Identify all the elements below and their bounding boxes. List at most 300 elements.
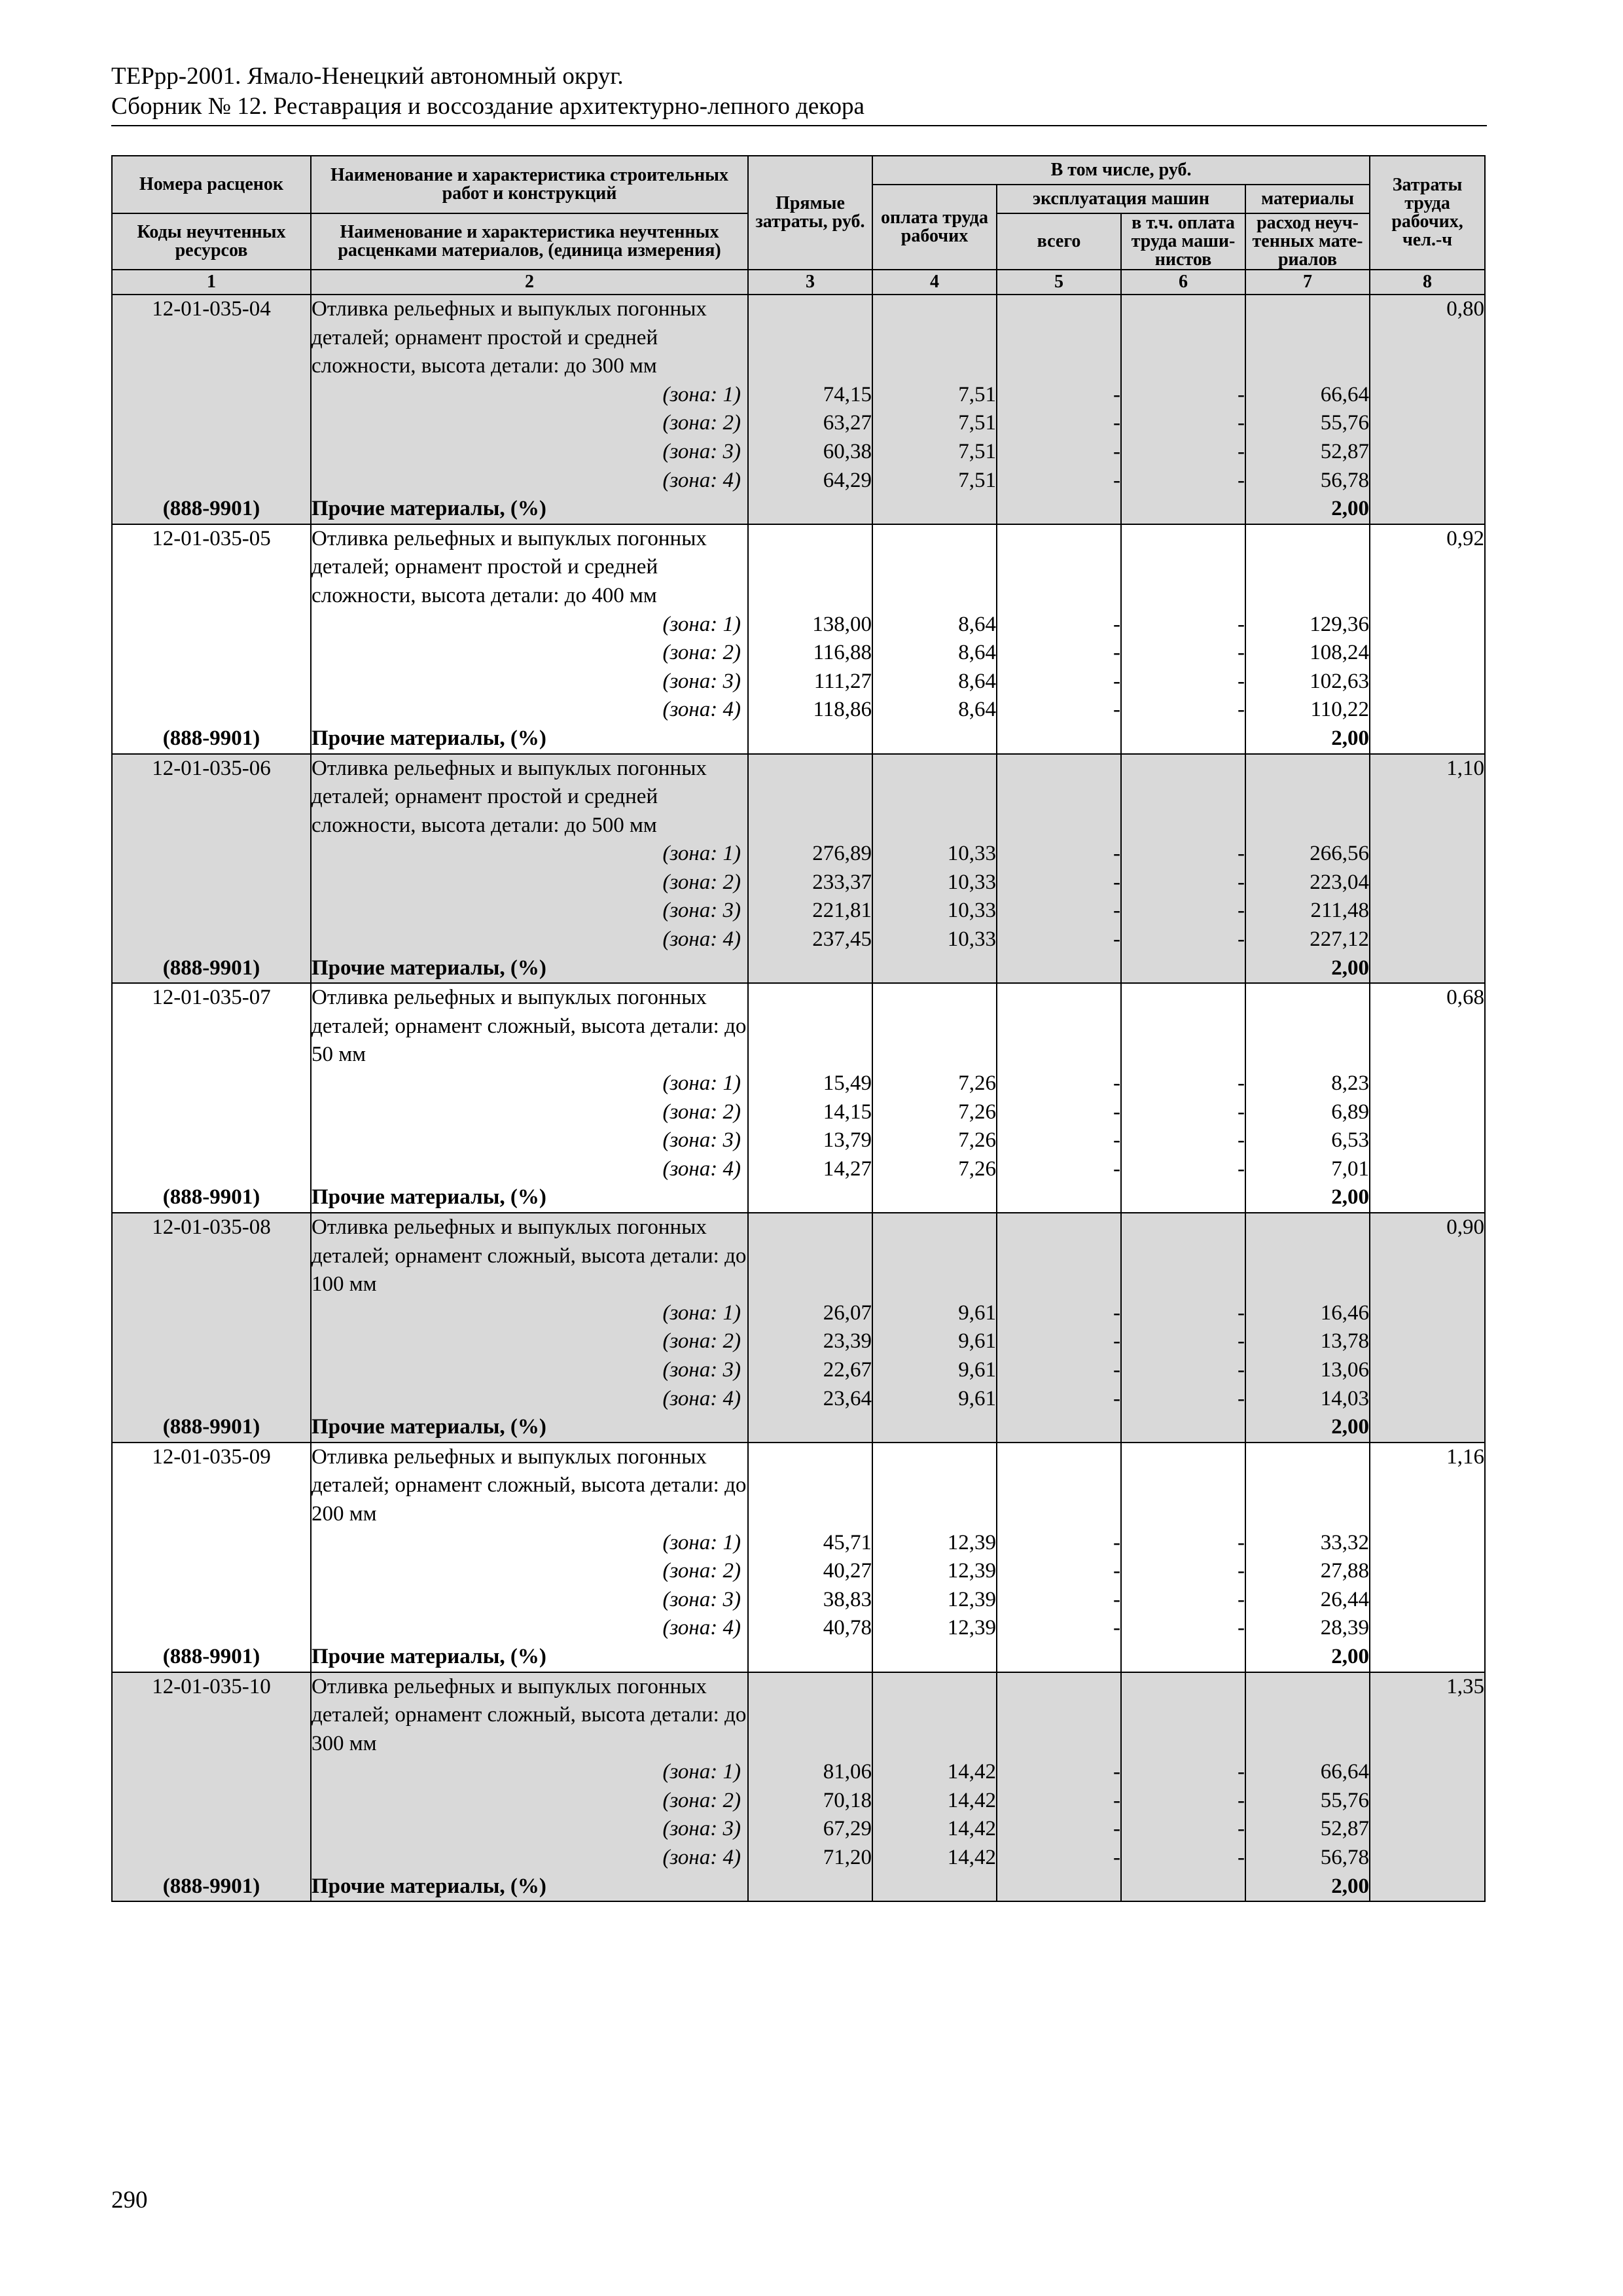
machine-cost-cell [997,754,1121,954]
col-number: 1 [112,270,311,295]
machinist-wage: - [1238,1788,1245,1812]
rate-code: 12-01-035-07 [112,983,311,1183]
wage-cost: 14,42 [947,1760,996,1784]
wage-cost: 7,26 [958,1071,996,1096]
col-rate-numbers-header: Номера расценок [112,156,311,213]
labor-cost: 0,90 [1370,1213,1485,1413]
direct-cost: 67,29 [823,1817,872,1841]
resource-name: Прочие материалы, (%) [311,1183,748,1213]
column-number-row [112,270,1485,295]
empty-cell [872,1413,997,1443]
wage-cost: 12,39 [947,1530,996,1554]
wage-cost: 14,42 [947,1846,996,1870]
wage-cost: 10,33 [947,842,996,866]
resource-value: 2,00 [1245,1183,1370,1213]
col-number: 7 [1245,270,1370,295]
resource-code: (888-9901) [112,495,311,524]
machinist-wage: - [1238,1559,1245,1583]
wage-cost: 9,61 [958,1300,996,1325]
direct-cost: 64,29 [823,468,872,492]
machine-cost: - [1113,439,1120,463]
machinist-wage: - [1238,641,1245,665]
rate-description: Отливка рельефных и выпуклых погонных деталей; орнамент сложный, высота детали: до 200 мм [312,1444,747,1526]
machinist-wage: - [1238,411,1245,435]
machinist-wage-cell [1121,754,1245,954]
table-body [112,295,1485,1901]
direct-cost: 237,45 [812,927,872,952]
resource-value: 2,00 [1245,1873,1370,1902]
empty-cell [872,954,997,984]
wage-cost: 9,61 [958,1386,996,1410]
empty-cell [1121,1413,1245,1443]
machine-cost: - [1113,468,1120,492]
resource-value: 2,00 [1245,1643,1370,1672]
rate-row [112,983,1485,1183]
machine-cost: - [1113,1788,1120,1812]
resource-name: Прочие материалы, (%) [311,1643,748,1672]
resource-value: 2,00 [1245,725,1370,754]
rate-description: Отливка рельефных и выпуклых погонных деталей; орнамент простой и средней сложности, высота детали: до 400 мм [312,526,707,607]
machinist-wage: - [1238,669,1245,693]
empty-cell [872,725,997,754]
empty-cell [872,1643,997,1672]
machine-cost: - [1113,927,1120,952]
empty-cell [997,954,1121,984]
col-material-name-header: Наименование и характеристика неучтенных расценками материалов, (единица измерения) [311,213,748,270]
machine-cost: - [1113,698,1120,722]
machine-cost: - [1113,1846,1120,1870]
machine-cost: - [1113,842,1120,866]
zone-label: (зона: 3) [662,1128,741,1153]
resource-value: 2,00 [1245,954,1370,984]
direct-cost: 23,39 [823,1329,872,1354]
direct-cost-cell [748,295,872,495]
material-cost-cell [1245,524,1370,725]
empty-cell [1370,954,1485,984]
rate-code: 12-01-035-09 [112,1443,311,1643]
material-cost: 56,78 [1320,468,1370,492]
machinist-wage: - [1238,1128,1245,1153]
zone-label: (зона: 2) [662,1788,741,1812]
wage-cost: 7,26 [958,1128,996,1153]
resource-code: (888-9901) [112,1643,311,1672]
empty-cell [748,1873,872,1902]
machinist-wage: - [1238,1530,1245,1554]
machinist-wage-cell [1121,1672,1245,1873]
empty-cell [1121,1643,1245,1672]
machine-cost: - [1113,612,1120,636]
direct-cost: 13,79 [823,1128,872,1153]
empty-cell [1121,954,1245,984]
direct-cost-cell [748,524,872,725]
direct-cost: 138,00 [812,612,872,636]
col-direct-costs-header: Прямые затраты, руб. [748,156,872,270]
material-cost: 66,64 [1320,1760,1370,1784]
empty-cell [872,1183,997,1213]
material-cost: 223,04 [1310,870,1370,894]
empty-cell [997,725,1121,754]
machine-cost-cell [997,524,1121,725]
material-cost-cell [1245,1443,1370,1643]
wage-cost: 7,51 [958,439,996,463]
rate-row [112,295,1485,495]
col-materials-header: материалы [1245,185,1370,213]
other-materials-row [112,495,1485,524]
wage-cost: 14,42 [947,1817,996,1841]
machinist-wage-cell [1121,295,1245,495]
direct-cost: 26,07 [823,1300,872,1325]
resource-value: 2,00 [1245,495,1370,524]
zone-label: (зона: 2) [662,641,741,665]
direct-cost-cell [748,1672,872,1873]
rate-description: Отливка рельефных и выпуклых погонных деталей; орнамент сложный, высота детали: до 300 мм [312,1674,747,1755]
direct-cost: 276,89 [812,842,872,866]
direct-cost: 40,78 [823,1616,872,1640]
machine-cost: - [1113,1329,1120,1354]
resource-code: (888-9901) [112,954,311,984]
material-cost-cell [1245,295,1370,495]
material-cost: 14,03 [1320,1386,1370,1410]
empty-cell [1370,1413,1485,1443]
machinist-wage: - [1238,1100,1245,1124]
zone-label: (зона: 4) [662,698,741,722]
col-material-use-header: расход неуч-тенных мате-риалов [1245,213,1370,270]
direct-cost: 70,18 [823,1788,872,1812]
machinist-wage: - [1238,612,1245,636]
col-number: 3 [748,270,872,295]
machinist-wage: - [1238,899,1245,923]
rate-description: Отливка рельефных и выпуклых погонных деталей; орнамент сложный, высота детали: до 50 мм [312,986,747,1067]
material-cost: 52,87 [1320,1817,1370,1841]
empty-cell [872,495,997,524]
machinist-wage-cell [1121,1443,1245,1643]
wage-cost: 7,26 [958,1157,996,1181]
empty-cell [872,1873,997,1902]
empty-cell [997,1413,1121,1443]
direct-cost: 22,67 [823,1357,872,1382]
empty-cell [1121,495,1245,524]
material-cost-cell [1245,983,1370,1183]
machinist-wage: - [1238,1071,1245,1096]
wage-cost-cell [872,524,997,725]
empty-cell [997,1643,1121,1672]
wage-cost-cell [872,295,997,495]
col-wages-header: оплата труда рабочих [872,185,997,270]
machinist-wage-cell [1121,1213,1245,1413]
direct-cost: 221,81 [812,899,872,923]
resource-value: 2,00 [1245,1413,1370,1443]
resource-code: (888-9901) [112,1413,311,1443]
material-cost: 56,78 [1320,1846,1370,1870]
machinist-wage: - [1238,927,1245,952]
machine-cost: - [1113,669,1120,693]
direct-cost-cell [748,754,872,954]
header-rule [111,125,1487,126]
rate-code: 12-01-035-08 [112,1213,311,1413]
rate-description-cell [311,754,748,954]
material-cost: 7,01 [1331,1157,1370,1181]
empty-cell [748,954,872,984]
machinist-wage: - [1238,698,1245,722]
rate-description: Отливка рельефных и выпуклых погонных деталей; орнамент простой и средней сложности, высота детали: до 500 мм [312,756,707,837]
machinist-wage: - [1238,1616,1245,1640]
wage-cost: 8,64 [958,612,996,636]
machinist-wage: - [1238,1300,1245,1325]
machinist-wage: - [1238,468,1245,492]
other-materials-row [112,1413,1485,1443]
machine-cost: - [1113,1357,1120,1382]
wage-cost: 10,33 [947,927,996,952]
material-cost: 27,88 [1320,1559,1370,1583]
material-cost: 129,36 [1310,612,1370,636]
material-cost: 55,76 [1320,1788,1370,1812]
wage-cost: 8,64 [958,698,996,722]
rate-description-cell [311,1672,748,1873]
rate-row [112,754,1485,954]
rate-description: Отливка рельефных и выпуклых погонных деталей; орнамент простой и средней сложности, высота детали: до 300 мм [312,297,707,378]
wage-cost: 8,64 [958,669,996,693]
table-header [112,156,1485,295]
other-materials-row [112,954,1485,984]
machine-cost: - [1113,641,1120,665]
material-cost: 33,32 [1320,1530,1370,1554]
machine-cost: - [1113,1817,1120,1841]
empty-cell [1370,495,1485,524]
material-cost: 211,48 [1310,899,1370,923]
wage-cost: 7,51 [958,411,996,435]
zone-label: (зона: 4) [662,1157,741,1181]
material-cost: 16,46 [1320,1300,1370,1325]
resource-code: (888-9901) [112,1183,311,1213]
material-cost-cell [1245,1213,1370,1413]
machinist-wage-cell [1121,983,1245,1183]
zone-label: (зона: 1) [662,842,741,866]
machine-cost-cell [997,1213,1121,1413]
machine-cost: - [1113,899,1120,923]
rate-code: 12-01-035-06 [112,754,311,954]
resource-name: Прочие материалы, (%) [311,1413,748,1443]
empty-cell [997,1183,1121,1213]
wage-cost-cell [872,1672,997,1873]
page-number: 290 [111,2187,148,2214]
empty-cell [1370,1873,1485,1902]
machinist-wage: - [1238,870,1245,894]
material-cost: 8,23 [1331,1071,1370,1096]
empty-cell [1370,1183,1485,1213]
machinist-wage: - [1238,1817,1245,1841]
empty-cell [997,1873,1121,1902]
wage-cost: 9,61 [958,1357,996,1382]
col-number: 2 [311,270,748,295]
empty-cell [748,1183,872,1213]
zone-label: (зона: 1) [662,612,741,636]
wage-cost: 8,64 [958,641,996,665]
empty-cell [1370,1643,1485,1672]
zone-label: (зона: 1) [662,382,741,406]
machine-cost: - [1113,1071,1120,1096]
direct-cost: 71,20 [823,1846,872,1870]
resource-name: Прочие материалы, (%) [311,1873,748,1902]
material-cost-cell [1245,1672,1370,1873]
direct-cost: 15,49 [823,1071,872,1096]
direct-cost: 118,86 [813,698,872,722]
machinist-wage-cell [1121,524,1245,725]
empty-cell [748,1643,872,1672]
resource-code: (888-9901) [112,725,311,754]
wage-cost: 10,33 [947,899,996,923]
machine-cost: - [1113,1530,1120,1554]
zone-label: (зона: 4) [662,1386,741,1410]
machinist-wage: - [1238,439,1245,463]
wage-cost: 10,33 [947,870,996,894]
other-materials-row [112,1873,1485,1902]
rate-code: 12-01-035-04 [112,295,311,495]
zone-label: (зона: 2) [662,1559,741,1583]
rate-row [112,1213,1485,1413]
zone-label: (зона: 1) [662,1530,741,1554]
machine-cost: - [1113,1587,1120,1611]
material-cost: 6,53 [1331,1128,1370,1153]
material-cost: 26,44 [1320,1587,1370,1611]
machine-cost: - [1113,1559,1120,1583]
col-machines-total-header: всего [997,213,1121,270]
zone-label: (зона: 3) [662,1587,741,1611]
direct-cost: 233,37 [812,870,872,894]
direct-cost: 40,27 [823,1559,872,1583]
empty-cell [1121,1873,1245,1902]
material-cost: 6,89 [1331,1100,1370,1124]
rate-code: 12-01-035-05 [112,524,311,725]
zone-label: (зона: 3) [662,669,741,693]
material-cost: 28,39 [1320,1616,1370,1640]
machine-cost: - [1113,1386,1120,1410]
labor-cost: 0,68 [1370,983,1485,1183]
zone-label: (зона: 3) [662,1817,741,1841]
machinist-wage: - [1238,1846,1245,1870]
wage-cost: 7,51 [958,382,996,406]
rate-row [112,1443,1485,1643]
machinist-wage: - [1238,1357,1245,1382]
direct-cost: 111,27 [813,669,872,693]
direct-cost: 81,06 [823,1760,872,1784]
empty-cell [1121,725,1245,754]
col-number: 8 [1370,270,1485,295]
empty-cell [748,495,872,524]
wage-cost: 7,26 [958,1100,996,1124]
machine-cost: - [1113,1760,1120,1784]
wage-cost-cell [872,1213,997,1413]
machine-cost-cell [997,1443,1121,1643]
material-cost: 13,78 [1320,1329,1370,1354]
zone-label: (зона: 4) [662,927,741,952]
labor-cost: 1,10 [1370,754,1485,954]
rate-description-cell [311,1443,748,1643]
machine-cost: - [1113,411,1120,435]
machinist-wage: - [1238,1760,1245,1784]
zone-label: (зона: 1) [662,1300,741,1325]
zone-label: (зона: 3) [662,439,741,463]
col-labor-costs-header: Затраты труда рабочих, чел.-ч [1370,156,1485,270]
resource-name: Прочие материалы, (%) [311,725,748,754]
machinist-wage: - [1238,1386,1245,1410]
rate-row [112,524,1485,725]
zone-label: (зона: 1) [662,1760,741,1784]
zone-label: (зона: 2) [662,411,741,435]
labor-cost: 1,35 [1370,1672,1485,1873]
material-cost: 227,12 [1310,927,1370,952]
zone-label: (зона: 4) [662,468,741,492]
direct-cost-cell [748,1213,872,1413]
zone-label: (зона: 1) [662,1071,741,1096]
resource-name: Прочие материалы, (%) [311,495,748,524]
zone-label: (зона: 2) [662,1329,741,1354]
machine-cost-cell [997,983,1121,1183]
material-cost: 110,22 [1310,698,1370,722]
machine-cost: - [1113,1157,1120,1181]
direct-cost: 23,64 [823,1386,872,1410]
material-cost: 108,24 [1310,641,1370,665]
labor-cost: 0,80 [1370,295,1485,495]
wage-cost: 12,39 [947,1587,996,1611]
machine-cost: - [1113,1128,1120,1153]
material-cost: 52,87 [1320,439,1370,463]
direct-cost: 45,71 [823,1530,872,1554]
machinist-wage: - [1238,842,1245,866]
machine-cost: - [1113,1300,1120,1325]
document-title: ТЕРрр-2001. Ямало-Ненецкий автономный округ. [111,63,624,90]
material-cost: 66,64 [1320,382,1370,406]
machinist-wage: - [1238,1587,1245,1611]
machine-cost: - [1113,1616,1120,1640]
material-cost: 13,06 [1320,1357,1370,1382]
machine-cost: - [1113,870,1120,894]
machinist-wage: - [1238,382,1245,406]
wage-cost: 7,51 [958,468,996,492]
empty-cell [748,725,872,754]
wage-cost-cell [872,754,997,954]
rate-description-cell [311,1213,748,1413]
empty-cell [997,495,1121,524]
material-cost-cell [1245,754,1370,954]
wage-cost-cell [872,983,997,1183]
labor-cost: 0,92 [1370,524,1485,725]
empty-cell [748,1413,872,1443]
machine-cost: - [1113,1100,1120,1124]
rate-description: Отливка рельефных и выпуклых погонных деталей; орнамент сложный, высота детали: до 100 мм [312,1215,747,1297]
col-machines-header: эксплуатация машин [997,185,1245,213]
col-number: 5 [997,270,1121,295]
direct-cost: 63,27 [823,411,872,435]
col-machinist-wages-header: в т.ч. оплата труда маши-нистов [1121,213,1245,270]
rate-code: 12-01-035-10 [112,1672,311,1873]
rate-row [112,1672,1485,1873]
zone-label: (зона: 3) [662,1357,741,1382]
other-materials-row [112,1643,1485,1672]
col-resource-codes-header: Коды неучтенных ресурсов [112,213,311,270]
direct-cost-cell [748,1443,872,1643]
labor-cost: 1,16 [1370,1443,1485,1643]
wage-cost: 12,39 [947,1616,996,1640]
collection-title: Сборник № 12. Реставрация и воссоздание архитектурно-лепного декора [111,93,865,120]
rates-table [111,155,1486,1902]
zone-label: (зона: 2) [662,870,741,894]
direct-cost: 14,15 [823,1100,872,1124]
direct-cost: 116,88 [813,641,872,665]
resource-name: Прочие материалы, (%) [311,954,748,984]
direct-cost: 14,27 [823,1157,872,1181]
col-work-name-header: Наименование и характеристика строительных работ и конструкций [311,156,748,213]
material-cost: 55,76 [1320,411,1370,435]
